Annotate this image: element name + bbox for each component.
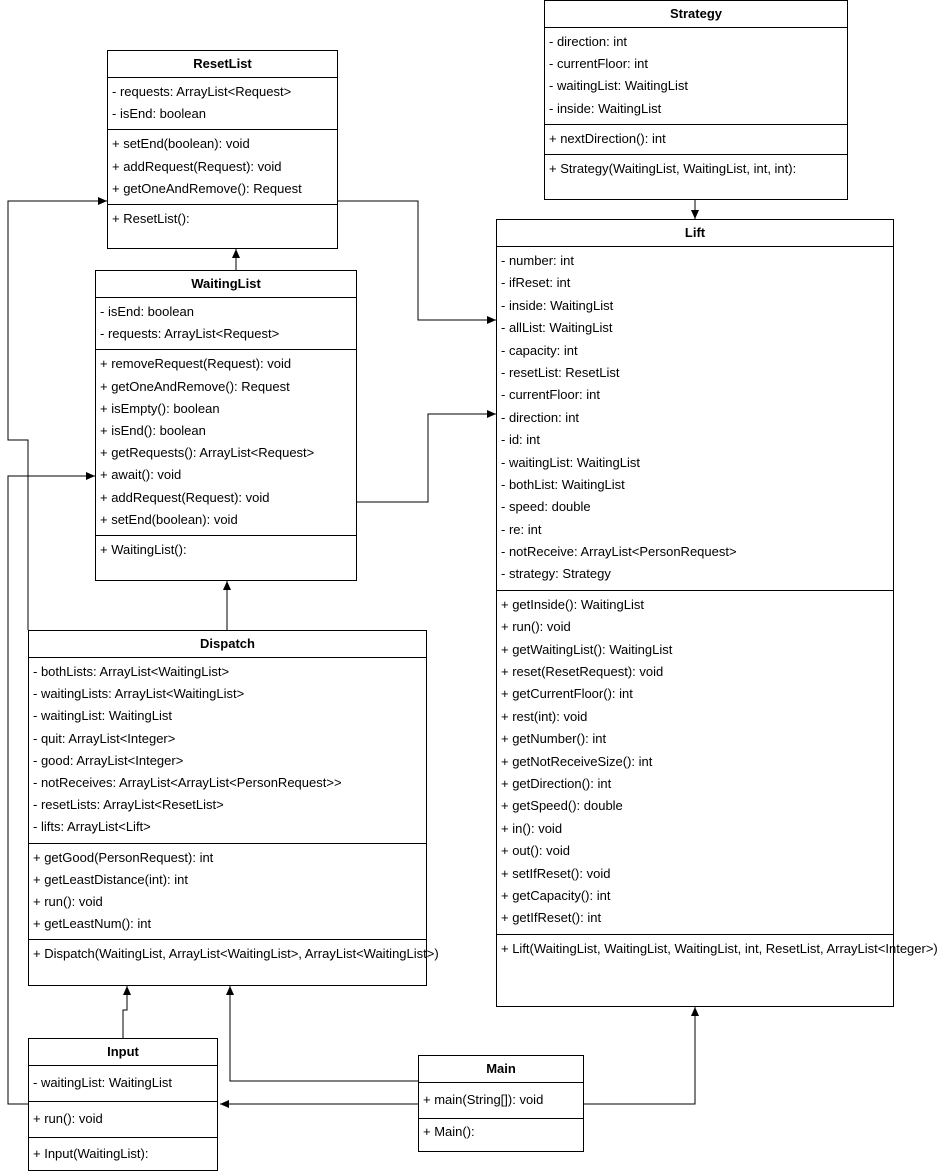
class-name: WaitingList <box>96 271 356 298</box>
class-resetlist[interactable] <box>107 50 338 249</box>
edge-main-lift <box>584 1007 695 1104</box>
attribute: - direction: int <box>549 34 628 49</box>
constructors-section <box>419 1119 583 1145</box>
method: + getRequests(): ArrayList<Request> <box>100 445 315 461</box>
attribute: - speed: double <box>501 499 591 515</box>
class-dispatch[interactable] <box>28 630 439 986</box>
attribute: - capacity: int <box>501 342 578 358</box>
method: + setEnd(boolean): void <box>112 136 250 152</box>
class-main[interactable] <box>418 1055 584 1152</box>
attribute: - number: int <box>501 253 574 268</box>
edge-dispatch-resetlist <box>8 201 107 630</box>
method: + main(String[]): void <box>423 1092 544 1107</box>
attribute: - inside: WaitingList <box>501 297 614 313</box>
method: + getLeastNum(): int <box>33 916 152 932</box>
method: + getLeastDistance(int): int <box>33 871 188 887</box>
method: + isEmpty(): boolean <box>100 400 220 416</box>
method: + isEnd(): boolean <box>100 422 206 438</box>
attributes-section <box>497 247 893 591</box>
constructors-section <box>29 1138 217 1168</box>
attribute: - direction: int <box>501 409 580 425</box>
method: + getCurrentFloor(): int <box>501 686 633 702</box>
methods-section <box>545 125 847 155</box>
attributes-section <box>29 1066 217 1102</box>
constructors-section <box>497 935 938 964</box>
method: + run(): void <box>33 893 103 909</box>
constructor: + ResetList(): <box>112 210 190 226</box>
method: + out(): void <box>501 843 571 859</box>
attributes-section <box>29 658 426 844</box>
method: + removeRequest(Request): void <box>100 356 292 372</box>
constructor: + Lift(WaitingList, WaitingList, WaitingList, int, ResetList, ArrayList<Integer>) <box>501 940 938 956</box>
attribute: - resetList: ResetList <box>501 364 620 380</box>
edge-main-dispatch <box>230 986 418 1081</box>
attribute: - currentFloor: int <box>501 387 600 403</box>
method: + getInside(): WaitingList <box>501 596 644 612</box>
methods-section <box>29 844 426 941</box>
attribute: - strategy: Strategy <box>501 566 611 582</box>
method: + addRequest(Request): void <box>100 489 270 505</box>
constructor: + Main(): <box>423 1124 475 1140</box>
method: + getNotReceiveSize(): int <box>501 753 653 769</box>
attribute: - requests: ArrayList<Request> <box>100 326 280 342</box>
attribute: - waitingLists: ArrayList<WaitingList> <box>33 686 245 702</box>
method: + getCapacity(): int <box>501 887 611 903</box>
attribute: - good: ArrayList<Integer> <box>33 752 184 768</box>
constructor: + WaitingList(): <box>100 541 187 557</box>
attribute: - requests: ArrayList<Request> <box>112 84 292 99</box>
attributes-section <box>96 298 356 350</box>
method: + setEnd(boolean): void <box>100 511 238 527</box>
attribute: - bothLists: ArrayList<WaitingList> <box>33 664 230 679</box>
methods-section <box>29 1102 217 1138</box>
method: + await(): void <box>100 467 182 483</box>
method: + nextDirection(): int <box>549 130 666 146</box>
methods-section <box>108 130 337 205</box>
class-lift[interactable] <box>496 219 938 1007</box>
attribute: - re: int <box>501 521 542 537</box>
constructors-section <box>108 205 337 234</box>
attributes-section <box>108 78 337 130</box>
method: + rest(int): void <box>501 708 588 724</box>
method: + getWaitingList(): WaitingList <box>501 641 673 657</box>
class-name: ResetList <box>108 51 337 78</box>
attribute: - bothList: WaitingList <box>501 476 625 492</box>
method: + getOneAndRemove(): Request <box>112 180 302 196</box>
constructors-section <box>545 155 847 184</box>
attribute: - resetLists: ArrayList<ResetList> <box>33 797 224 813</box>
attribute: - waitingList: WaitingList <box>501 454 640 470</box>
constructors-section <box>96 536 356 565</box>
method: + getOneAndRemove(): Request <box>100 378 290 394</box>
method: + getDirection(): int <box>501 775 612 791</box>
attribute: - waitingList: WaitingList <box>549 78 688 94</box>
method: + in(): void <box>501 820 563 836</box>
methods-section <box>419 1083 583 1119</box>
constructor: + Strategy(WaitingList, WaitingList, int, int): <box>549 160 797 176</box>
constructor: + Input(WaitingList): <box>33 1146 149 1162</box>
method: + getIfReset(): int <box>501 910 602 926</box>
method: + addRequest(Request): void <box>112 158 282 174</box>
method: + reset(ResetRequest): void <box>501 664 664 680</box>
attribute: - notReceives: ArrayList<ArrayList<PersonRequest>> <box>33 774 342 790</box>
class-name: Dispatch <box>29 631 426 658</box>
methods-section <box>497 591 893 935</box>
edge-waitinglist-lift <box>357 414 496 502</box>
attribute: - ifReset: int <box>501 275 571 291</box>
attribute: - quit: ArrayList<Integer> <box>33 730 176 746</box>
attribute: - isEnd: boolean <box>112 106 206 122</box>
class-waitinglist[interactable] <box>95 270 357 581</box>
method: + getGood(PersonRequest): int <box>33 849 214 865</box>
method: + run(): void <box>33 1111 103 1127</box>
method: + getNumber(): int <box>501 731 607 747</box>
methods-section <box>96 350 356 536</box>
attribute: - waitingList: WaitingList <box>33 1075 172 1090</box>
method: + run(): void <box>501 619 571 635</box>
class-name: Input <box>29 1039 217 1066</box>
attribute: - lifts: ArrayList<Lift> <box>33 819 151 835</box>
attribute: - id: int <box>501 432 541 448</box>
attribute: - allList: WaitingList <box>501 320 613 336</box>
class-strategy[interactable] <box>544 0 848 200</box>
attribute: - inside: WaitingList <box>549 100 662 116</box>
attribute: - notReceive: ArrayList<PersonRequest> <box>501 544 737 560</box>
constructors-section <box>29 940 439 969</box>
class-name: Main <box>419 1056 583 1083</box>
constructor: + Dispatch(WaitingList, ArrayList<WaitingList>, ArrayList<WaitingList>) <box>33 946 439 962</box>
edge-input-dispatch <box>123 986 127 1038</box>
method: + setIfReset(): void <box>501 865 611 881</box>
method: + getSpeed(): double <box>501 798 623 814</box>
edge-resetlist-lift <box>338 201 496 320</box>
attribute: - waitingList: WaitingList <box>33 708 172 724</box>
class-name: Strategy <box>545 1 847 28</box>
attributes-section <box>545 28 847 125</box>
attribute: - isEnd: boolean <box>100 304 194 319</box>
attribute: - currentFloor: int <box>549 56 648 72</box>
class-input[interactable] <box>28 1038 218 1171</box>
class-name: Lift <box>497 220 893 247</box>
